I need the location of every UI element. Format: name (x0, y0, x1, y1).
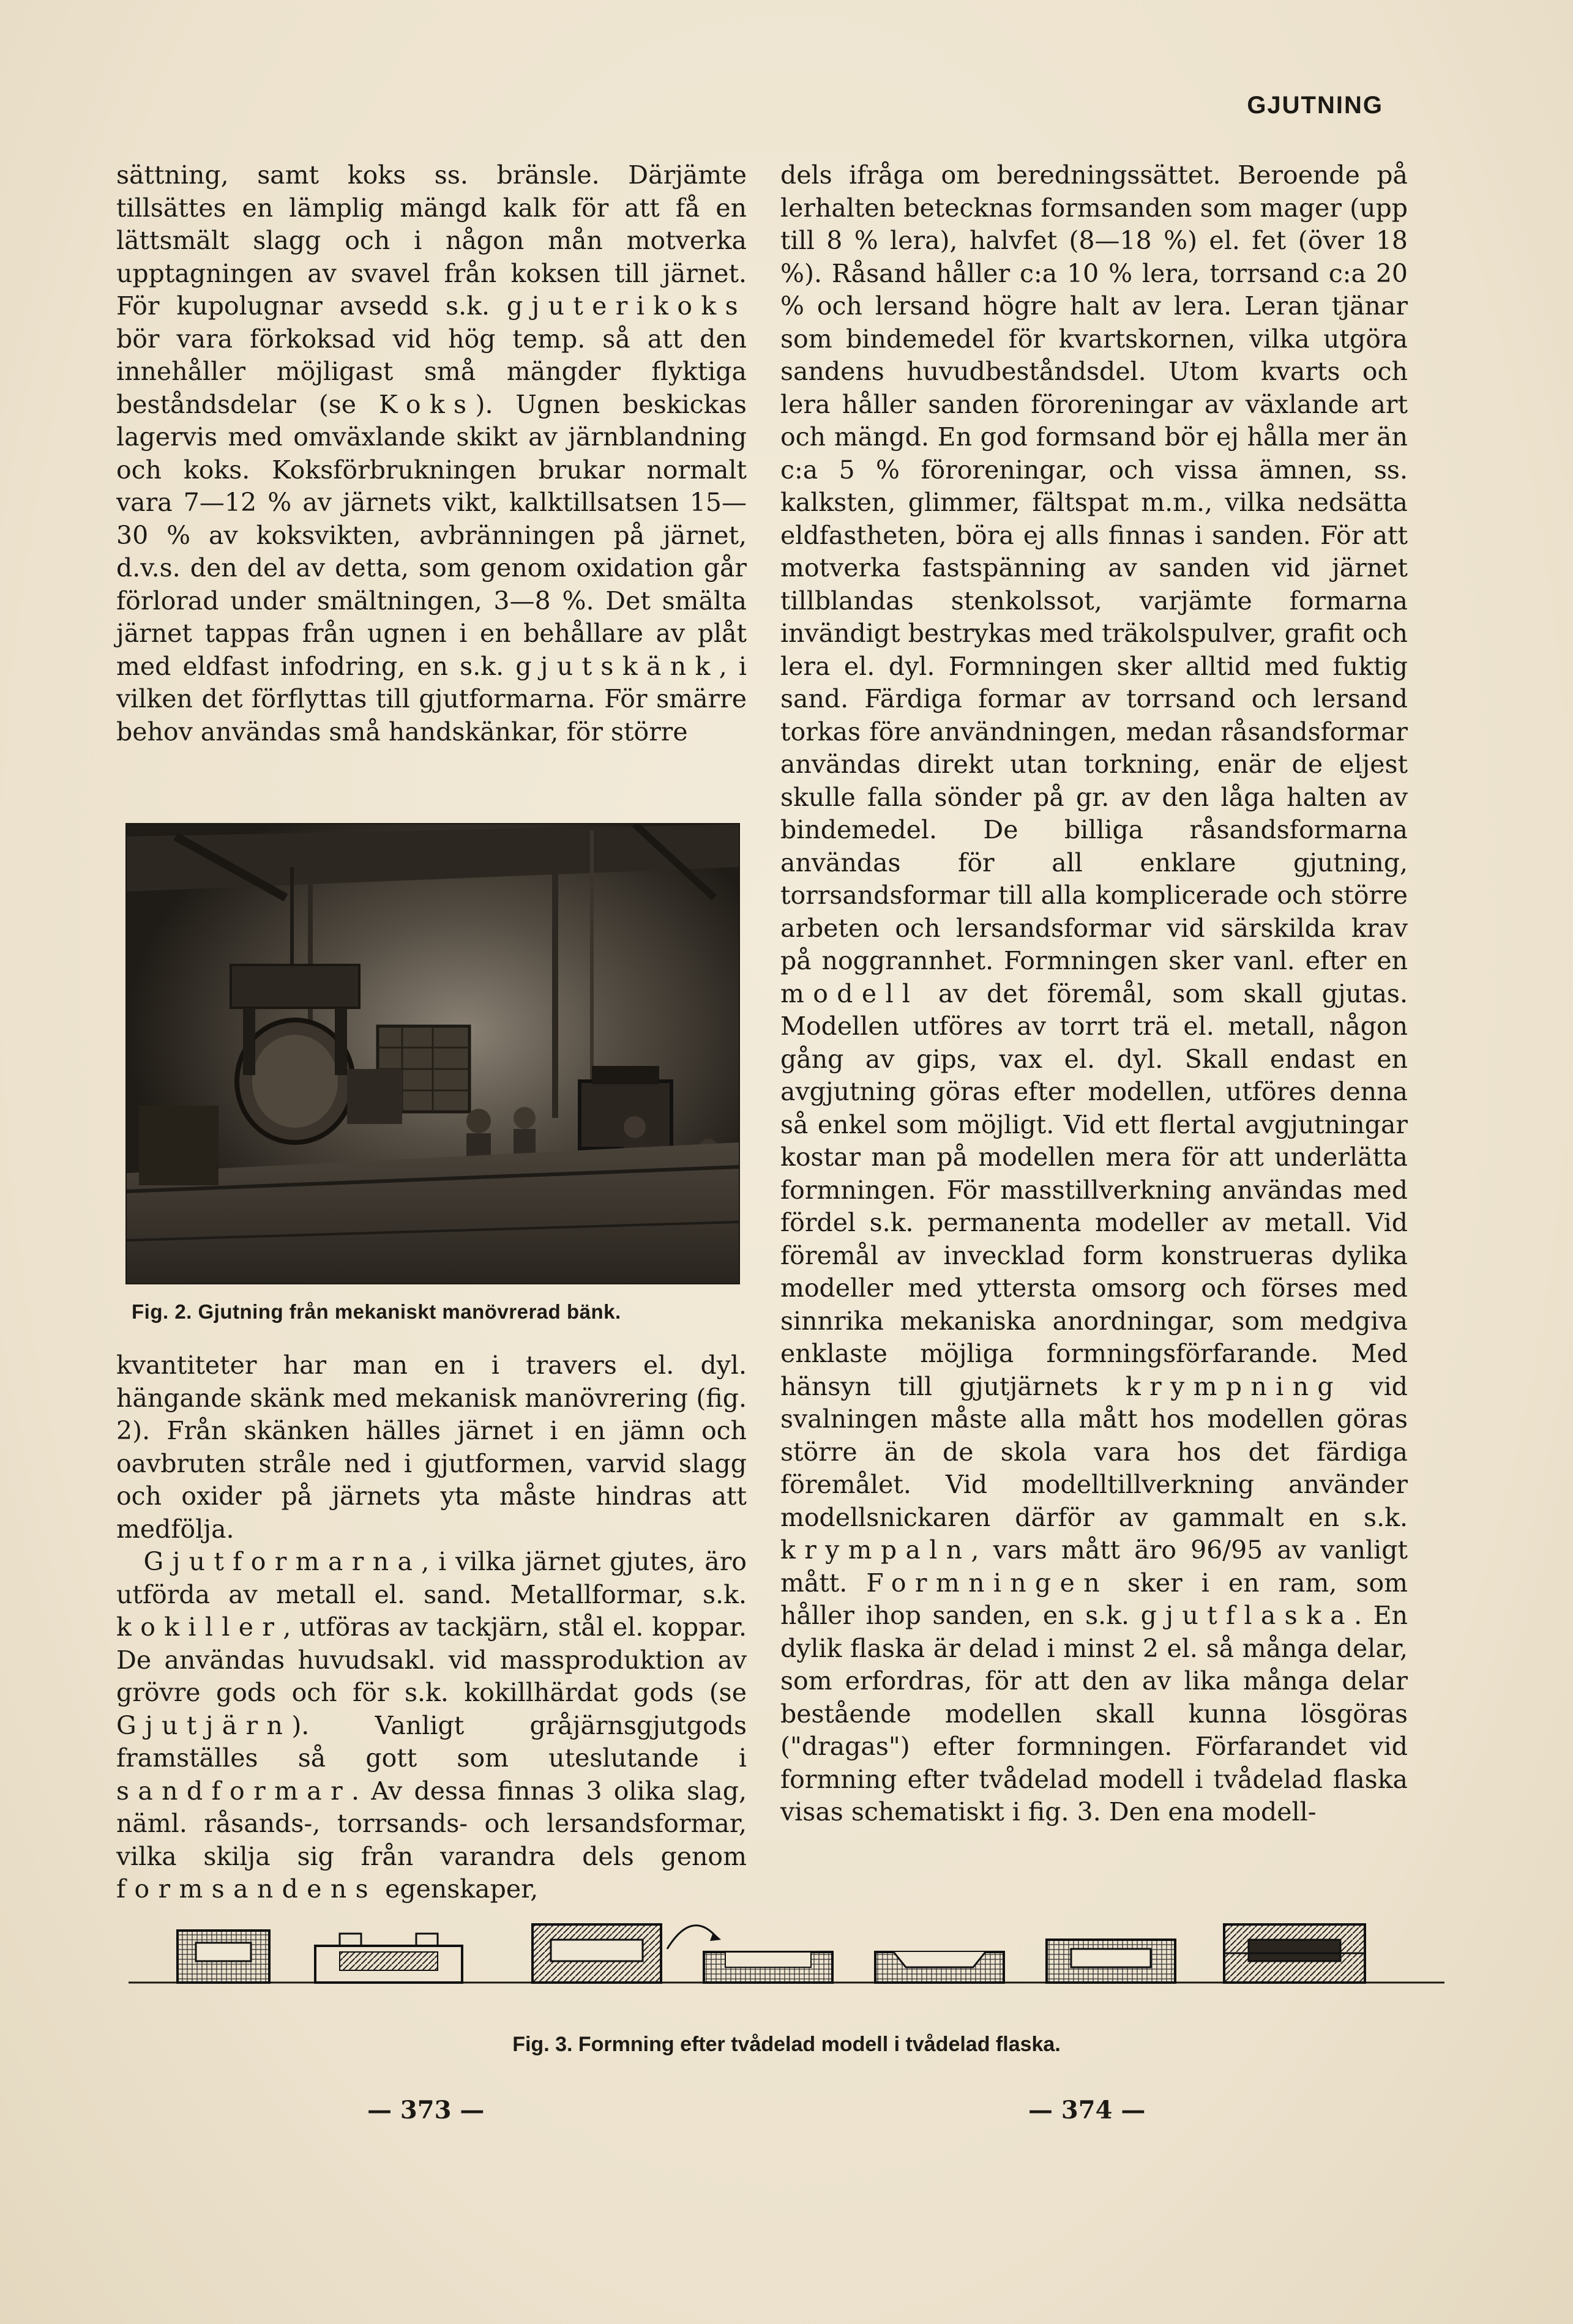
text-run: . Av dessa finnas 3 olika slag, näml. råsands-, torrsands- och lersandsformar, vilka skilja sig från varandra dels genom (116, 1776, 747, 1871)
paragraph (116, 159, 747, 748)
text-run: , utföras av tackjärn, stål el. koppar. De användas huvudsakl. vid massproduktion av grövre gods och för s.k. kokillhärdat gods (se (116, 1612, 747, 1707)
text-run: sker i en ram, som håller ihop sanden, en s.k. (780, 1568, 1408, 1630)
term-koks: Koks (378, 389, 476, 419)
paragraph (780, 159, 1408, 1829)
term-gjutjarn: Gjutjärn (116, 1710, 292, 1740)
flask-molding-diagram (129, 1915, 1444, 2019)
foundry-photo-illustration (127, 824, 739, 1283)
text-run: . En dylik flaska är delad i minst 2 el. så många delar, som erfordras, för att den av lika många delar bestående modellen skall kunna lösgöras ("dragas") efter formningen. Förfarandet vid formning efter tvådelad modell i tvådelad flaska visas schematiskt i fig. 3. Den ena modell- (780, 1601, 1408, 1827)
page-number-right: — 374 — (1028, 2096, 1146, 2125)
term-krympaln: krympaln (780, 1535, 971, 1565)
term-sandformar: sandformar (116, 1776, 352, 1806)
stage-2 (315, 1934, 462, 1983)
left-column-upper (116, 159, 747, 748)
right-column (780, 159, 1408, 1829)
text-run: sättning, samt koks ss. bränsle. Därjämte tillsättes en lämplig mängd kalk för att få en lättsmält slagg och i någon mån motverka upptagningen av svavel från koksen till järnet. För kupolugnar avsedd s.k. (116, 160, 747, 321)
stage-3 (532, 1924, 721, 1983)
stage-7 (1224, 1924, 1365, 1983)
term-formsandens: formsandens (116, 1874, 378, 1904)
term-formningen: Formningen (866, 1568, 1109, 1598)
running-head: GJUTNING (1247, 92, 1383, 119)
text-run: , vars mått äro 96/95 av vanligt mått. (780, 1535, 1408, 1598)
stage-5 (875, 1952, 1004, 1983)
text-run: dels ifråga om beredningssättet. Beroende på lerhalten betecknas formsanden som mager (upp till 8 % lera), halvfet (8—18 %) el. fet (över 18 %). Råsand håller c:a 10 % lera, torrsand c:a 20 % och lersand högre halt av lera. Leran tjänar som bindemedel för kvartskornen, vilka utgöra sandens huvudbeståndsdel. Utom kvarts och lera håller sanden föroreningar av växlande art och mängd. En god formsand bör ej hålla mer än c:a 5 % föroreningar, och vissa ämnen, ss. kalksten, glimmer, fältspat m.m., vilka nedsätta eldfastheten, böra ej alls finnas i sanden. För att motverka fastspänning av sanden vid järnet tillblandas stenkolssot, varjämte formarna invändigt bestrykas med träkolspulver, grafit och lera el. dyl. Formningen sker alltid med fuktig sand. Färdiga formar av torrsand och lersand torkas före användningen, medan råsandsformar användas direkt utan torkning, enär de eljest skulle falla sönder på gr. av den låga halten av bindemedel. De billiga råsandsformarna användas för all enklare gjutning, torrsandsformar till alla komplicerade och större arbeten och lersandsformar vid särskilda krav på noggrannhet. Formningen sker vanl. efter en (780, 160, 1408, 975)
stage-4 (704, 1952, 832, 1983)
figure-3-diagram (129, 1915, 1444, 2019)
text-run: , i vilken det förflyttas till gjutformarna. För smärre behov användas små handskänkar, för större (116, 651, 747, 747)
figure-3-caption: Fig. 3. Formning efter tvådelad modell i tvådelad flaska. (512, 2033, 1061, 2056)
paragraph: kvantiteter har man en i travers el. dyl. hängande skänk med mekanisk manövrering (fig. 2). Från skänken hälles järnet i en jämn och oavbruten stråle ned i gjutformen, varvid slagg och oxider på järnets yta måste hindras att medfölja. (116, 1350, 747, 1544)
paragraph (116, 1546, 747, 1906)
term-modell: modell (780, 978, 919, 1008)
term-gjuterikoks: gjuterikoks (506, 291, 747, 321)
page-number-left: — 373 — (367, 2096, 485, 2125)
text-run: ). Vanligt gråjärnsgjutgods framställes så gott som uteslutande i (116, 1710, 747, 1773)
term-gjutformarna: Gjutformarna (143, 1547, 422, 1576)
term-kokiller: kokiller (116, 1612, 283, 1642)
figure-2-caption: Fig. 2. Gjutning från mekaniskt manövrerad bänk. (132, 1300, 621, 1323)
term-gjutflaska: gjutflaska (1140, 1601, 1354, 1630)
term-krympning: krympning (1125, 1371, 1342, 1401)
term-gjutskank: gjutskänk (515, 651, 719, 681)
stage-6 (1047, 1940, 1175, 1983)
text-run: av det föremål, som skall gjutas. Modellen utföres av torrt trä el. metall, någon gång av gips, vax el. dyl. Skall endast en avgjutning göras efter modellen, utföres denna så enkel som möjligt. Vid ett flertal avgjutningar kostar man på modellen mera för att underlätta formningen. För masstillverkning användas med fördel s.k. permanenta modeller av metall. Vid föremål av invecklad form konstrueras dylika modeller med yttersta omsorg och förses med sinnrika mekaniska anordningar, som medgiva enklaste möjliga formningsförfarande. Med hänsyn till gjutjärnets (780, 978, 1408, 1401)
text-run: , i vilka järnet gjutes, äro utförda av metall el. sand. Metallformar, s.k. (116, 1547, 747, 1609)
text-run: bör vara förkoksad vid hög temp. så att den innehåller möjligast små mängder flyktiga beståndsdelar (se (116, 324, 747, 419)
text-run: egenskaper, (377, 1874, 539, 1904)
left-column-lower (116, 1349, 747, 1906)
stage-1 (177, 1931, 269, 1983)
text-run: vid svalningen måste alla mått hos modellen göras större än de skola vara hos det färdiga föremålet. Vid modelltillverkning använder modellsnickaren därför av gammalt en s.k. (780, 1371, 1408, 1532)
figure-2-photo (125, 823, 740, 1284)
text-run: ). Ugnen beskickas lagervis med omväxlande skikt av järnblandning och koks. Koksförbrukningen brukar normalt vara 7—12 % av järnets vikt, kalktillsatsen 15—30 % av koksvikten, avbränningen på järnet, d.v.s. den del av detta, som genom oxidation går förlorad under smältningen, 3—8 %. Det smälta järnet tappas från ugnen i en behållare av plåt med eldfast infodring, en s.k. (116, 389, 747, 681)
